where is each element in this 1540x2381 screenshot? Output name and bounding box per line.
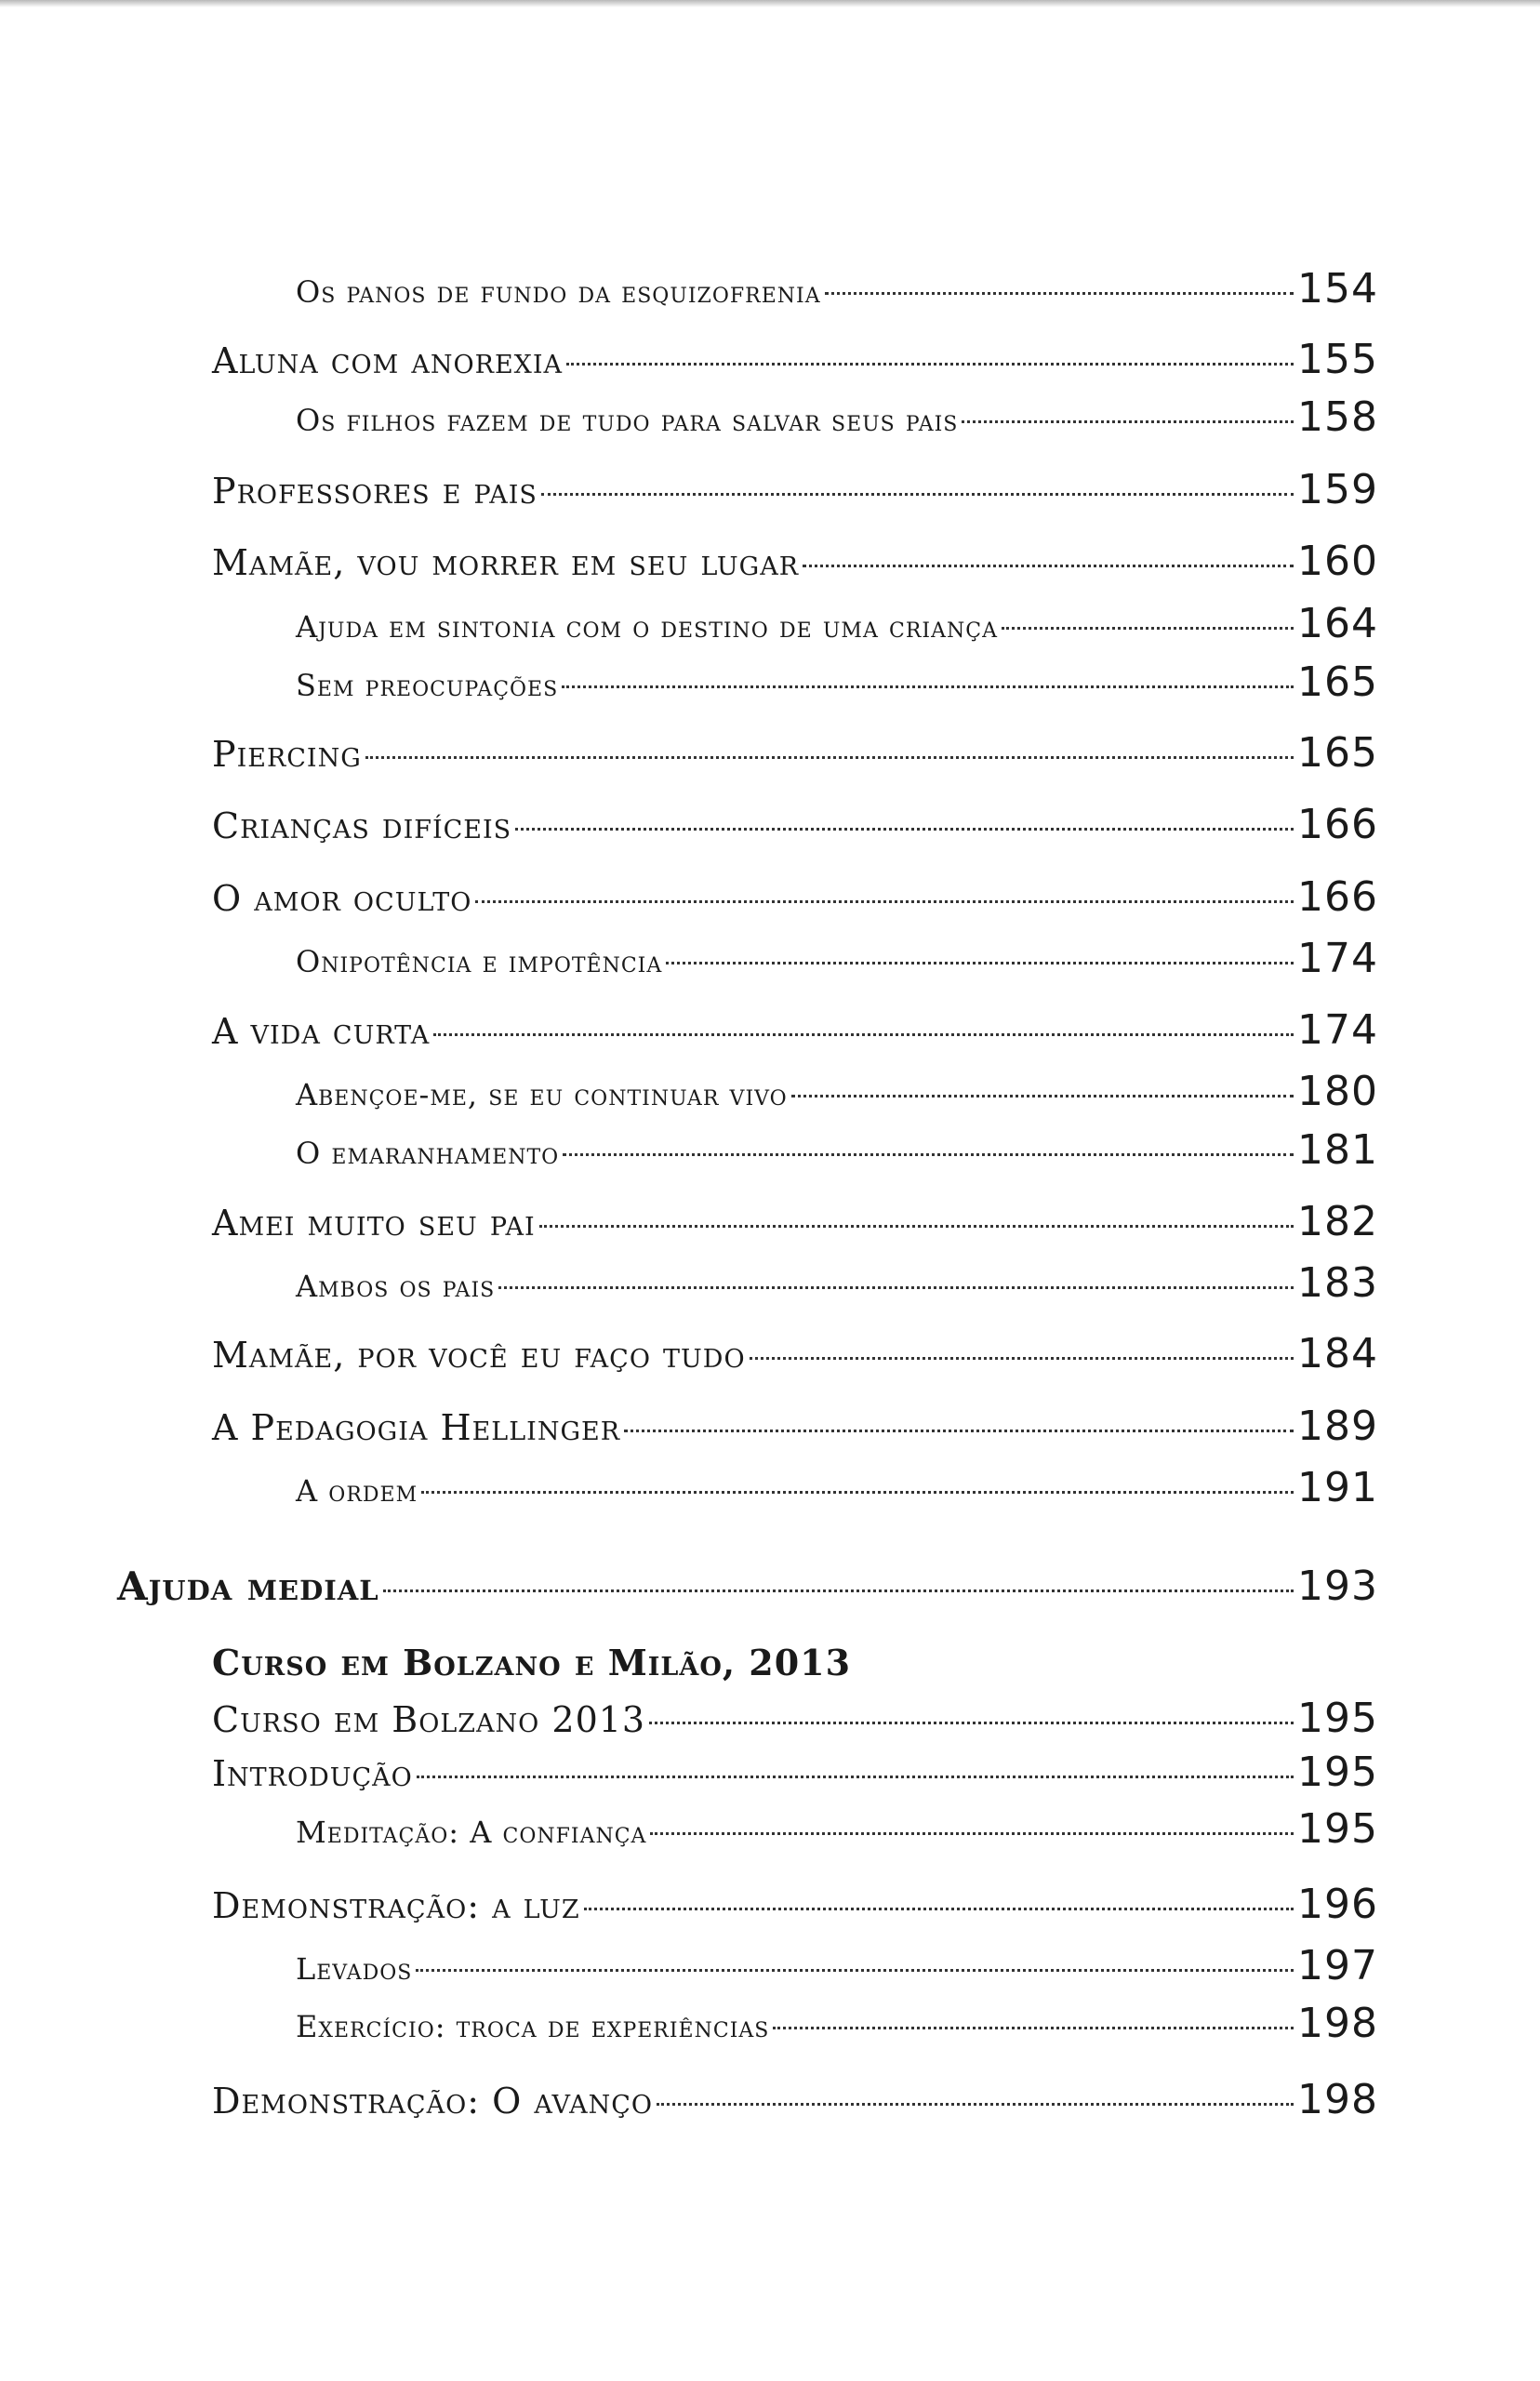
dot-leader [750, 1357, 1294, 1360]
dot-leader [791, 1095, 1294, 1097]
toc-entry-title: Mamãe, por você eu faço tudo [212, 1335, 746, 1376]
dot-leader [650, 1832, 1294, 1835]
toc-entry-title: A ordem [296, 1473, 418, 1509]
toc-entry[interactable] [212, 336, 1378, 383]
toc-entry[interactable] [296, 935, 1378, 982]
toc-chapter-page: 193 [1297, 1563, 1378, 1610]
dot-leader [498, 1286, 1294, 1289]
dot-leader [657, 2103, 1294, 2106]
toc-entry-title: Demonstração: O avanço [212, 2081, 654, 2122]
toc-entry-page: 197 [1297, 1942, 1378, 1989]
toc-entry[interactable] [296, 658, 1378, 706]
toc-entry-page: 195 [1297, 1805, 1378, 1853]
toc-entry-title: A Pedagogia Hellinger [212, 1407, 621, 1448]
toc-entry-title: Meditação: A confiança [296, 1815, 647, 1850]
toc-entry-title: O amor oculto [212, 878, 472, 919]
dot-leader [421, 1491, 1294, 1494]
toc-entry[interactable] [212, 873, 1378, 921]
dot-leader [539, 1225, 1294, 1228]
toc-entry[interactable] [212, 1198, 1378, 1245]
toc-entry-title: Ambos os pais [296, 1269, 496, 1304]
dot-leader [515, 828, 1294, 831]
dot-leader [433, 1033, 1294, 1036]
toc-entry[interactable] [212, 1749, 1378, 1796]
toc-entry-page: 196 [1297, 1881, 1378, 1928]
toc-entry-page: 182 [1297, 1198, 1378, 1245]
dot-leader [666, 962, 1294, 964]
toc-entry-page: 174 [1297, 935, 1378, 982]
toc-entry-page: 165 [1297, 729, 1378, 777]
dot-leader [825, 292, 1294, 295]
toc-entry-page: 183 [1297, 1259, 1378, 1307]
toc-entry[interactable] [212, 1006, 1378, 1054]
toc-entry-title: Aluna com anorexia [212, 340, 564, 381]
toc-entry[interactable] [212, 729, 1378, 777]
toc-entry[interactable] [296, 393, 1378, 441]
toc-entry-page: 191 [1297, 1464, 1378, 1511]
toc-entry-title: Os panos de fundo da esquizofrenia [296, 274, 821, 310]
dot-leader [1002, 627, 1294, 630]
dot-leader [417, 1776, 1294, 1778]
toc-entry-page: 184 [1297, 1330, 1378, 1377]
dot-leader [541, 493, 1294, 496]
toc-entry[interactable] [296, 2000, 1378, 2047]
toc-entry-page: 195 [1297, 1695, 1378, 1742]
toc-entry-title: A vida curta [212, 1011, 431, 1052]
dot-leader [383, 1590, 1294, 1592]
toc-entry[interactable] [296, 265, 1378, 313]
toc-entry[interactable] [296, 1942, 1378, 1989]
toc-entry[interactable] [296, 1068, 1378, 1115]
toc-entry-title: Curso em Bolzano 2013 [212, 1699, 646, 1740]
toc-entry-page: 155 [1297, 336, 1378, 383]
toc-entry-page: 164 [1297, 600, 1378, 647]
toc-entry[interactable] [212, 1330, 1378, 1377]
toc-entry-title: Crianças difíceis [212, 805, 512, 846]
toc-entry[interactable] [212, 466, 1378, 513]
toc-entry-page: 189 [1297, 1403, 1378, 1450]
toc-entry-page: 198 [1297, 2076, 1378, 2123]
toc-entry-page: 198 [1297, 2000, 1378, 2047]
toc-entry[interactable] [212, 538, 1378, 585]
toc-entry-title: Professores e pais [212, 471, 538, 512]
dot-leader [416, 1969, 1294, 1972]
toc-entry-title: Piercing [212, 734, 362, 775]
dot-leader [773, 2027, 1294, 2029]
toc-entry-page: 154 [1297, 265, 1378, 313]
toc-entry-page: 166 [1297, 801, 1378, 848]
dot-leader [563, 1153, 1294, 1156]
toc-entry-page: 165 [1297, 658, 1378, 706]
dot-leader [803, 565, 1294, 567]
toc-entry[interactable] [212, 1403, 1378, 1450]
toc-entry-title: Abençoe-me, se eu continuar vivo [296, 1077, 788, 1112]
dot-leader [962, 420, 1294, 423]
toc-entry[interactable] [296, 1259, 1378, 1307]
toc-entry-title: O emaranhamento [296, 1136, 560, 1171]
page-edge [0, 0, 1540, 7]
toc-entry-title: Introdução [212, 1753, 413, 1794]
toc-entry[interactable] [296, 600, 1378, 647]
toc-entry-title: Sem preocupações [296, 668, 559, 703]
dot-leader [624, 1430, 1294, 1432]
dot-leader [475, 900, 1294, 903]
toc-entry-page: 159 [1297, 466, 1378, 513]
toc-entry-page: 174 [1297, 1006, 1378, 1054]
toc-entry[interactable] [212, 801, 1378, 848]
toc-entry[interactable] [296, 1805, 1378, 1853]
toc-entry[interactable] [212, 1695, 1378, 1742]
toc-entry[interactable] [296, 1126, 1378, 1174]
toc-entry-title: Mamãe, vou morrer em seu lugar [212, 542, 800, 583]
section-heading: Curso em Bolzano e Milão, 2013 [212, 1642, 852, 1683]
dot-leader [562, 685, 1294, 688]
toc-entry-page: 180 [1297, 1068, 1378, 1115]
toc-entry-title: Exercício: troca de experiências [296, 2009, 770, 2044]
toc-entry-title: Onipotência e impotência [296, 944, 663, 979]
toc-entry-page: 166 [1297, 873, 1378, 921]
toc-entry-page: 181 [1297, 1126, 1378, 1174]
toc-entry-title: Levados [296, 1951, 413, 1987]
dot-leader [365, 756, 1294, 759]
toc-entry-page: 195 [1297, 1749, 1378, 1796]
toc-entry-title: Demonstração: a luz [212, 1885, 580, 1926]
toc-entry[interactable] [296, 1464, 1378, 1511]
dot-leader [649, 1722, 1294, 1724]
toc-chapter[interactable] [117, 1563, 1378, 1610]
dot-leader [584, 1908, 1294, 1910]
toc-entry-title: Ajuda em sintonia com o destino de uma criança [296, 609, 998, 645]
toc-entry-title: Os filhos fazem de tudo para salvar seus pais [296, 403, 959, 438]
toc-entry[interactable] [212, 1881, 1378, 1928]
toc-chapter-title: Ajuda medial [117, 1563, 379, 1609]
toc-entry-page: 158 [1297, 393, 1378, 441]
toc-entry[interactable] [212, 2076, 1378, 2123]
toc-entry-page: 160 [1297, 538, 1378, 585]
dot-leader [566, 363, 1294, 366]
toc-entry-title: Amei muito seu pai [212, 1203, 536, 1244]
